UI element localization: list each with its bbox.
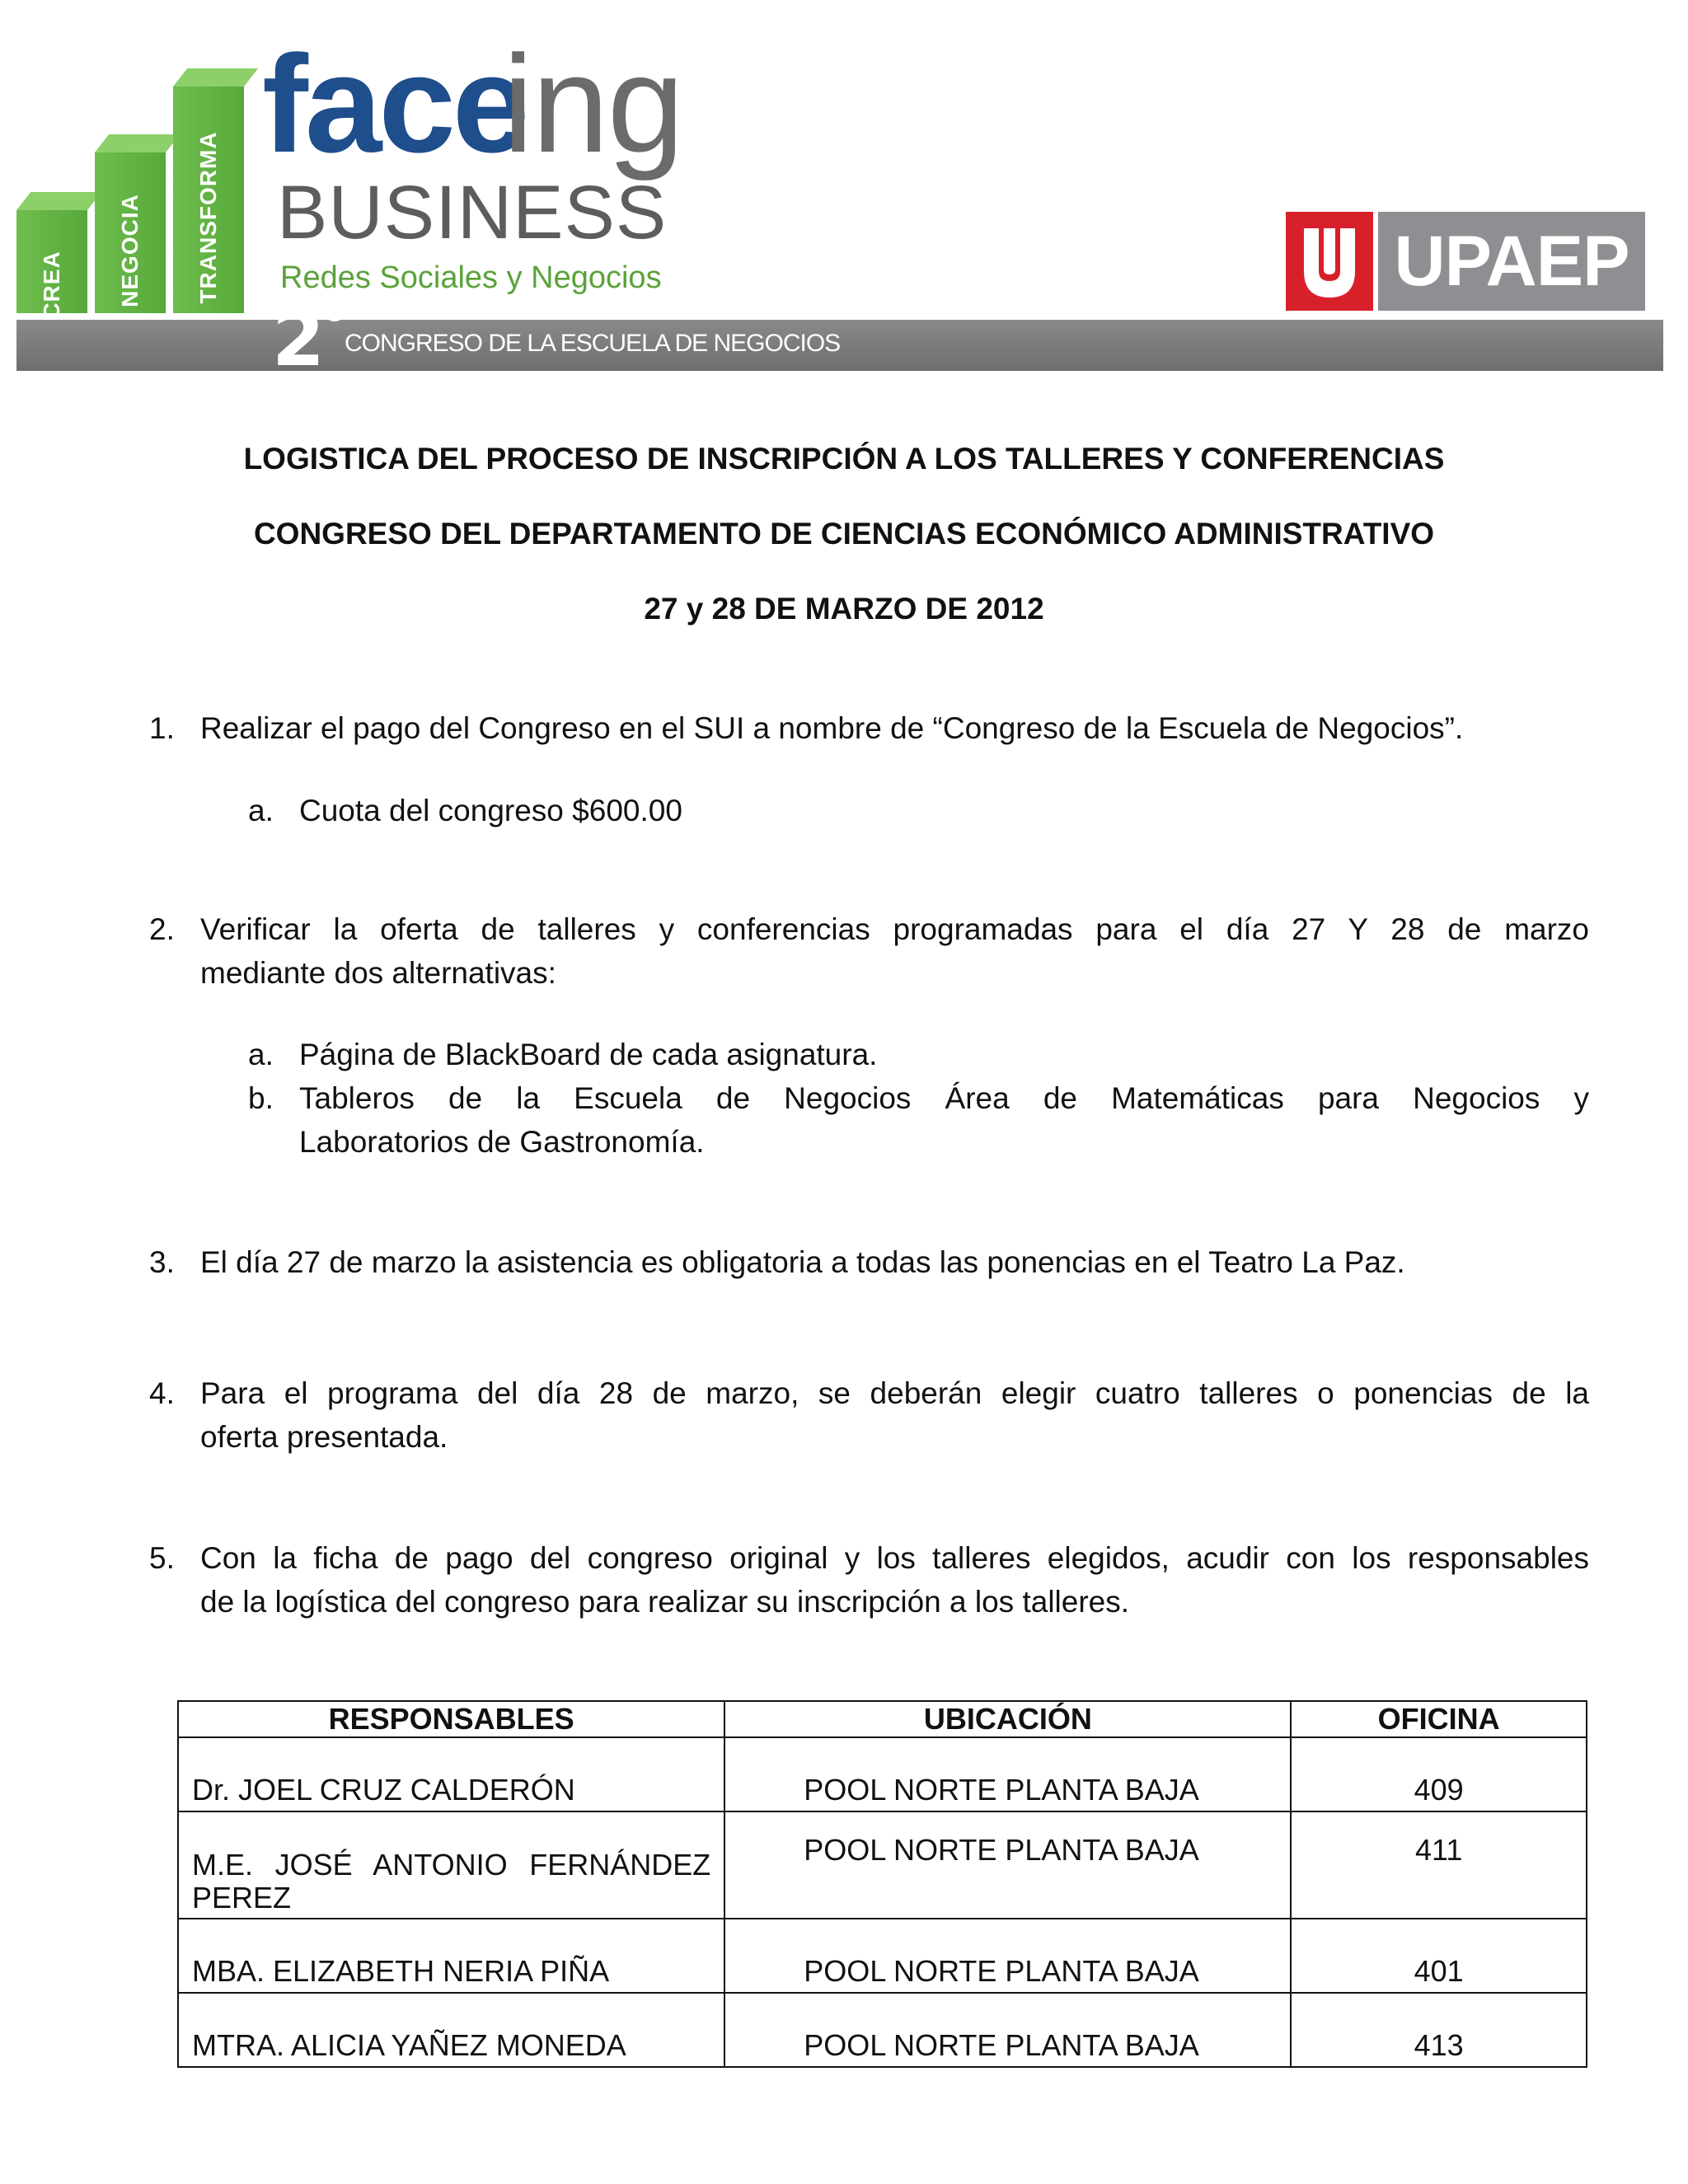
column-header-ubicacion: UBICACIÓN [724,1701,1291,1737]
table-row [178,1737,1587,1811]
column-header-oficina: OFICINA [1291,1701,1587,1737]
list-number: 2. [149,912,175,946]
logo-bar-negocia-label: NEGOCIA [117,194,143,307]
list-text: Realizar el pago del Congreso en el SUI a nombre de “Congreso de la Escuela de Negocios”. [200,711,1464,745]
list-text-line-2: oferta presentada. [200,1420,448,1454]
logo-bars [16,0,247,320]
logo-bar-transforma-label: TRANSFORMA [195,131,221,304]
list-letter: b. [248,1081,274,1115]
list-item-2 [0,907,1688,998]
cell-location: POOL NORTE PLANTA BAJA [724,1811,1291,1919]
list-item-4 [0,1371,1688,1462]
list-text-line-1: Verificar la oferta de talleres y conferencias programadas para el día 27 Y 28 de marzo [200,912,1589,946]
cell-name-line-2: PEREZ [192,1881,292,1915]
logo-face-text: face [262,26,527,181]
logo-bar-crea-label: CREA [39,251,64,320]
doc-title: LOGISTICA DEL PROCESO DE INSCRIPCIÓN A LOS TALLERES Y CONFERENCIAS [243,442,1445,476]
list-item-1 [0,706,1688,756]
list-text-line-1: Con la ficha de pago del congreso original y los talleres elegidos, acudir con los responsables [200,1541,1589,1575]
cell-name: MTRA. ALICIA YAÑEZ MONEDA [178,1993,724,2067]
table-row [178,1811,1587,1919]
list-subtext: Cuota del congreso $600.00 [299,794,682,827]
cell-name: MBA. ELIZABETH NERIA PIÑA [178,1919,724,1993]
list-text-line-2: de la logística del congreso para realizar su inscripción a los talleres. [200,1585,1130,1619]
responsables-table [177,1700,1587,2068]
list-number: 1. [149,711,175,745]
list-text: El día 27 de marzo la asistencia es obligatoria a todas las ponencias en el Teatro La Paz. [200,1245,1405,1279]
logo-edition-number: 2 [272,295,326,383]
logo-business-text: BUSINESS [277,171,668,255]
logo-congreso-text: CONGRESO DE LA ESCUELA DE NEGOCIOS [345,330,841,357]
cell-location: POOL NORTE PLANTA BAJA [724,1993,1291,2067]
logo-bar-transforma [173,87,244,313]
logo-tagline: Redes Sociales y Negocios [280,260,662,295]
list-subtext-line-1: Tableros de la Escuela de Negocios Área de Matemáticas para Negocios y [299,1081,1589,1115]
cell-location: POOL NORTE PLANTA BAJA [724,1919,1291,1993]
upaep-u-mark [1286,212,1373,311]
cell-name-line-1: M.E. JOSÉ ANTONIO FERNÁNDEZ [192,1848,711,1882]
upaep-wordmark: UPAEP [1378,212,1645,311]
list-subitem-2b [0,1076,1688,1167]
doc-date: 27 y 28 DE MARZO DE 2012 [644,592,1044,626]
list-text-line-1: Para el programa del día 28 de marzo, se deberán elegir cuatro talleres o ponencias de la [200,1376,1589,1410]
cell-name: Dr. JOEL CRUZ CALDERÓN [178,1737,724,1811]
logo-bar-crea [16,210,87,320]
list-subtext-line-2: Laboratorios de Gastronomía. [299,1125,705,1159]
list-number: 5. [149,1541,175,1575]
column-header-responsables: RESPONSABLES [178,1701,724,1737]
list-letter: a. [248,1038,274,1071]
table-row [178,1993,1587,2067]
cell-office: 411 [1291,1811,1587,1919]
list-number: 4. [149,1376,175,1410]
cell-office: 401 [1291,1919,1587,1993]
logo-ordinal-circle-icon [323,298,346,321]
cell-name [178,1811,724,1919]
list-letter: a. [248,794,274,827]
logo-ing-text: ing [503,26,683,181]
list-subitem-1a [0,789,1688,838]
logo-bar-negocia [95,152,166,313]
list-item-5 [0,1536,1688,1627]
upaep-u-icon [1299,228,1360,298]
cell-location: POOL NORTE PLANTA BAJA [724,1737,1291,1811]
cell-office: 413 [1291,1993,1587,2067]
list-number: 3. [149,1245,175,1279]
table-header-row [178,1701,1587,1737]
table-row [178,1919,1587,1993]
list-text-line-2: mediante dos alternativas: [200,956,556,990]
header-banner [0,0,1688,387]
list-subitem-2a [0,1033,1688,1082]
doc-subtitle: CONGRESO DEL DEPARTAMENTO DE CIENCIAS ECONÓMICO ADMINISTRATIVO [253,517,1435,551]
cell-office: 409 [1291,1737,1587,1811]
list-subtext: Página de BlackBoard de cada asignatura. [299,1038,878,1071]
list-item-3 [0,1240,1688,1290]
